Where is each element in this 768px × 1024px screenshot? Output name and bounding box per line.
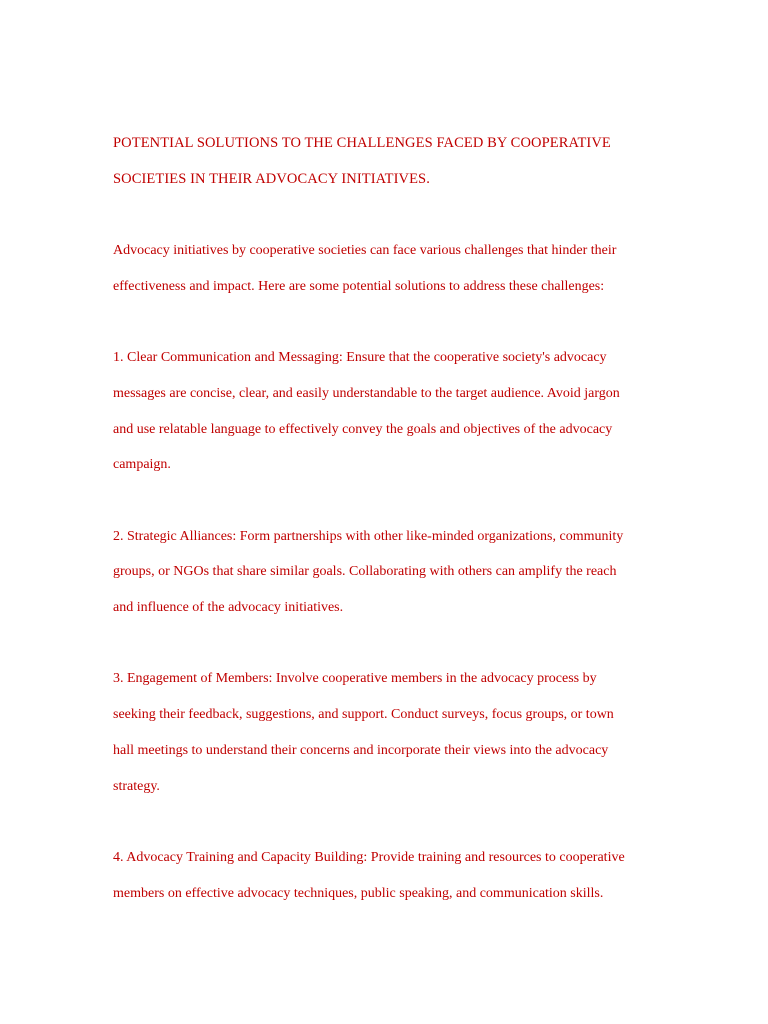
paragraph-line: 3. Engagement of Members: Involve cooperative members in the advocacy process by xyxy=(113,671,597,687)
solution-paragraph-1 xyxy=(113,340,673,483)
paragraph-line: 4. Advocacy Training and Capacity Building: Provide training and resources to cooperative xyxy=(113,849,625,865)
solution-paragraph-3 xyxy=(113,661,673,804)
intro-paragraph xyxy=(113,233,673,304)
title-line: SOCIETIES IN THEIR ADVOCACY INITIATIVES. xyxy=(113,171,430,187)
paragraph-line: hall meetings to understand their concerns and incorporate their views into the advocacy xyxy=(113,742,609,758)
spacer xyxy=(113,197,673,233)
solution-paragraph-2 xyxy=(113,519,673,626)
paragraph-line: messages are concise, clear, and easily understandable to the target audience. Avoid jargon xyxy=(113,385,620,401)
solution-paragraph-4 xyxy=(113,840,673,911)
paragraph-line: 1. Clear Communication and Messaging: Ensure that the cooperative society's advocacy xyxy=(113,350,607,366)
paragraph-line: and influence of the advocacy initiatives. xyxy=(113,600,344,615)
document-title xyxy=(113,125,673,197)
paragraph-line: effectiveness and impact. Here are some potential solutions to address these challenges: xyxy=(113,278,605,294)
spacer xyxy=(113,483,673,519)
paragraph-line: Advocacy initiatives by cooperative societies can face various challenges that hinder their xyxy=(113,243,617,258)
spacer xyxy=(113,626,673,662)
paragraph-line: and use relatable language to effectively convey the goals and objectives of the advocacy xyxy=(113,421,613,437)
paragraph-line: seeking their feedback, suggestions, and support. Conduct surveys, focus groups, or town xyxy=(113,707,614,723)
spacer xyxy=(113,804,673,840)
paragraph-line: strategy. xyxy=(113,778,160,794)
spacer xyxy=(113,304,673,340)
paragraph-line: 2. Strategic Alliances: Form partnerships with other like-minded organizations, community xyxy=(113,528,624,544)
paragraph-line: groups, or NGOs that share similar goals. Collaborating with others can amplify the reach xyxy=(113,564,617,580)
paragraph-line: members on effective advocacy techniques, public speaking, and communication skills. xyxy=(113,885,604,901)
document-body xyxy=(113,125,673,911)
title-line: POTENTIAL SOLUTIONS TO THE CHALLENGES FACED BY COOPERATIVE xyxy=(113,135,611,151)
paragraph-line: campaign. xyxy=(113,457,171,473)
